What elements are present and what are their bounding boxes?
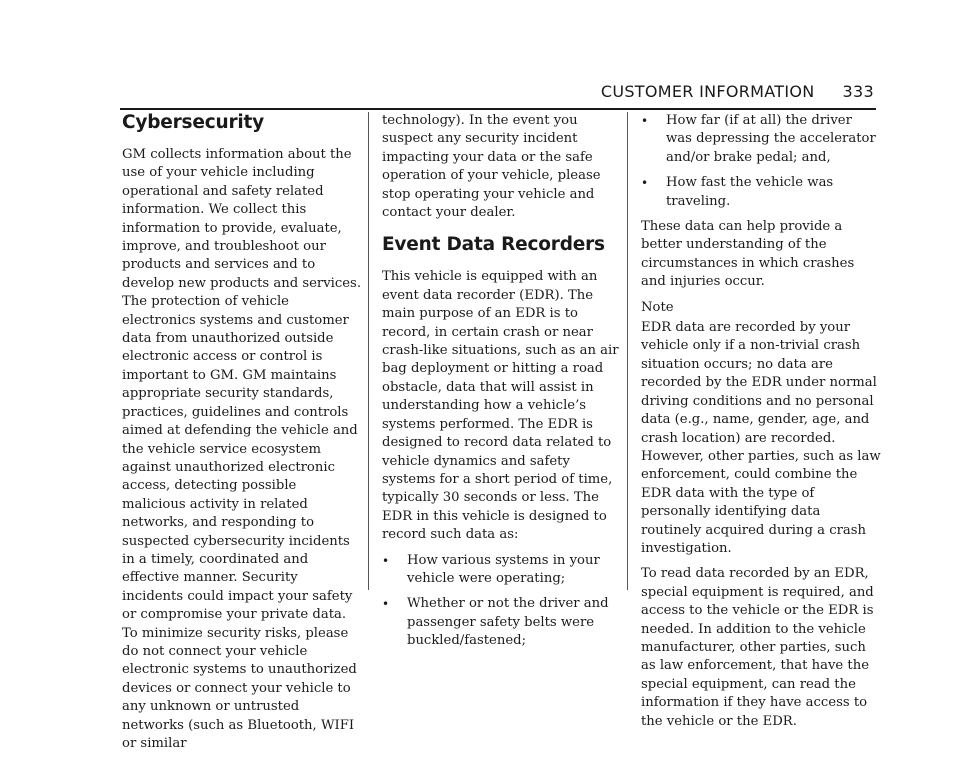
list-item bbox=[641, 174, 881, 211]
header-rule bbox=[120, 108, 876, 110]
cybersecurity-continuation: technology). In the event you suspect any security incident impacting your data or the safe operation of your vehicle, please stop operating your vehicle and contact your dealer. bbox=[382, 113, 601, 221]
column-2 bbox=[382, 112, 622, 658]
section-title: CUSTOMER INFORMATION bbox=[600, 82, 815, 101]
bullet-icon: • bbox=[382, 553, 390, 568]
cybersecurity-heading: Cybersecurity bbox=[122, 112, 265, 133]
list-item bbox=[382, 552, 622, 589]
edr-paragraph: This vehicle is equipped with an event data recorder (EDR). The main purpose of an EDR is to record, in certain crash or near crash-like situations, such as an air bag deployment or hitting a road obstacle, data that will assist in understanding how a vehicle’s systems performed. The EDR is designed to record data related to vehicle dynamics and safety systems for a short period of time, typically 30 seconds or less. The EDR in this vehicle is designed to record such data as: bbox=[382, 269, 619, 543]
edr-access-paragraph: To read data recorded by an EDR, special equipment is required, and access to the vehicle or the EDR is needed. In addition to the vehicle manufacturer, other parties, such as law enforcement, that have the special equipment, can read the information if they have access to the vehicle or the EDR. bbox=[641, 566, 874, 729]
column-divider bbox=[627, 112, 628, 590]
list-item bbox=[641, 112, 881, 167]
list-item-text: How fast the vehicle was traveling. bbox=[666, 175, 834, 209]
list-item bbox=[382, 595, 622, 650]
cybersecurity-paragraph: GM collects information about the use of your vehicle including operational and safety related information. We collect this information to provide, evaluate, improve, and troubleshoot our products and services and to develop new products and services. The protection of vehicle electronics systems and customer data from unauthorized outside electronic access or control is important to GM. GM maintains appropriate security standards, practices, guidelines and controls aimed at defending the vehicle and the vehicle service ecosystem against unauthorized electronic access, detecting possible malicious activity in related networks, and responding to suspected cybersecurity incidents in a timely, coordinated and effective manner. Security incidents could impact your safety or compromise your private data. To minimize security risks, please do not connect your vehicle electronic systems to unauthorized devices or connect your vehicle to any unknown or untrusted networks (such as Bluetooth, WIFI or similar bbox=[122, 147, 362, 751]
column-3 bbox=[641, 112, 881, 738]
note-text: EDR data are recorded by your vehicle only if a non-trivial crash situation occurs; no data are recorded by the EDR under normal driving conditions and no personal data (e.g., name, gender, age, and crash location) are recorded. However, other parties, such as law enforcement, could combine the EDR data with the type of personally identifying data routinely acquired during a crash investigation. bbox=[641, 320, 881, 556]
bullet-icon: • bbox=[641, 176, 649, 191]
list-item-text: How far (if at all) the driver was depressing the accelerator and/or brake pedal; and, bbox=[666, 113, 876, 165]
column-divider bbox=[368, 112, 369, 590]
edr-heading: Event Data Recorders bbox=[382, 234, 605, 256]
list-item-text: Whether or not the driver and passenger safety belts were buckled/fastened; bbox=[407, 596, 609, 649]
column-1 bbox=[122, 112, 362, 760]
list-item-text: How various systems in your vehicle were operating; bbox=[407, 552, 600, 586]
running-header bbox=[601, 82, 874, 101]
note-label: Note bbox=[641, 299, 674, 315]
page-number: 333 bbox=[842, 82, 874, 101]
bullet-icon: • bbox=[641, 114, 649, 128]
bullet-icon: • bbox=[382, 597, 390, 612]
edr-purpose-paragraph: These data can help provide a better understanding of the circumstances in which crashes and injuries occur. bbox=[641, 219, 855, 290]
